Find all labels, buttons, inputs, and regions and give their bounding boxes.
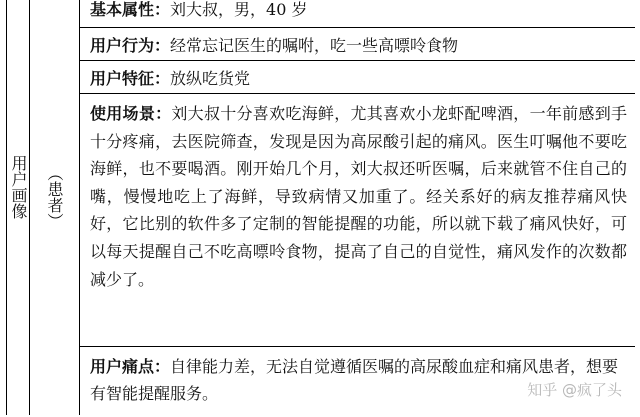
row-label: 用户痛点：	[90, 357, 171, 376]
row-label: 使用场景：	[90, 104, 172, 123]
row-label: 用户行为：	[90, 36, 171, 55]
table-row	[80, 94, 635, 347]
row-content	[90, 0, 627, 23]
row-label: 用户特征：	[90, 69, 171, 88]
row-content	[90, 100, 627, 293]
category-column	[7, 0, 30, 415]
table-row	[80, 0, 635, 28]
row-text: 放纵吃货党	[170, 69, 251, 88]
subcategory-label: （患者）	[45, 165, 64, 229]
row-text: 刘大叔十分喜欢吃海鲜，尤其喜欢小龙虾配啤酒，一年前感到手十分疼痛，去医院筛查，发现是因为高尿酸引起的痛风。医生叮嘱他不要吃海鲜，也不要喝酒。刚开始几个月，刘大叔还听医嘱，后来就管不住自己的嘴，慢慢地吃上了海鲜，导致病情又加重了。经关系好的病友推荐痛风快好，它比别的软件多了定制的智能提醒的功能，所以就下载了痛风快好，可以每天提醒自己不吃高嘌呤食物，提高了自己的自觉性，痛风发作的次数都减少了。	[90, 104, 627, 289]
row-content	[90, 67, 627, 92]
table-row	[80, 28, 635, 61]
row-text: 经常忘记医生的嘱咐，吃一些高嘌呤食物	[170, 36, 459, 55]
row-text: 自律能力差，无法自觉遵循医嘱的高尿酸血症和痛风患者，想要有智能提醒服务。	[90, 357, 619, 403]
row-text: 刘大叔，男，40 岁	[170, 0, 308, 19]
attribute-rows	[80, 0, 635, 415]
table-row	[80, 61, 635, 94]
row-label: 基本属性：	[90, 0, 171, 19]
persona-table	[6, 0, 635, 415]
watermark: 知乎 @疯了头	[527, 381, 622, 399]
row-content	[90, 34, 627, 59]
subcategory-column	[30, 0, 80, 415]
category-label: 用户画像	[9, 155, 28, 219]
